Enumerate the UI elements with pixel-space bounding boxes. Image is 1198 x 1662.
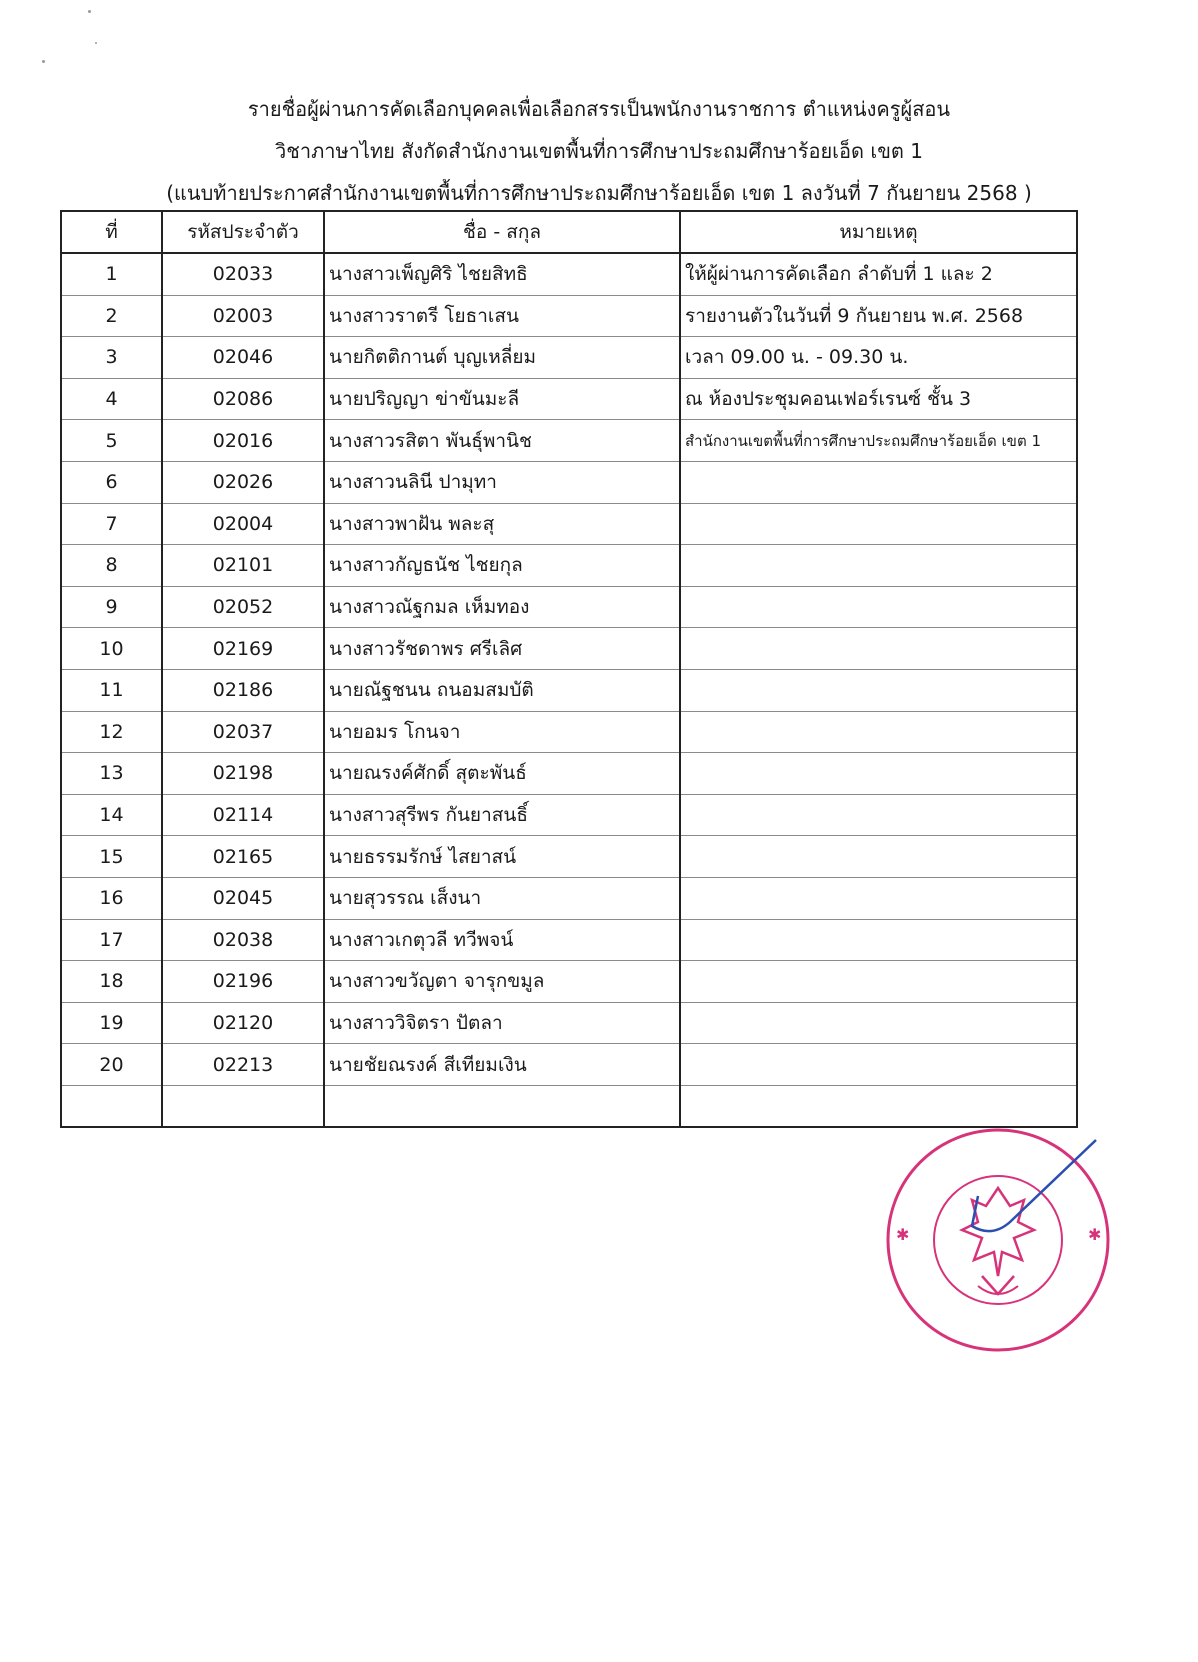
table-row [61, 420, 1077, 462]
cell-name: นายณัฐชนน ถนอมสมบัติ [324, 669, 680, 711]
seal-star-icon: ✱ [896, 1225, 910, 1244]
cell-code: 02186 [162, 669, 324, 711]
cell-no: 18 [61, 961, 162, 1003]
cell-code: 02086 [162, 378, 324, 420]
table-row [61, 545, 1077, 587]
cell-remark [680, 961, 1077, 1003]
seal-outer-ring [888, 1130, 1108, 1350]
table-row [61, 1044, 1077, 1086]
table-row [61, 295, 1077, 337]
cell-name: นายอมร โกนจา [324, 711, 680, 753]
heading-line-2: วิชาภาษาไทย สังกัดสำนักงานเขตพื้นที่การศึกษาประถมศึกษาร้อยเอ็ด เขต 1 [275, 139, 923, 163]
cell-name: นางสาวขวัญตา จารุกขมูล [324, 961, 680, 1003]
header-code: รหัสประจำตัว [162, 211, 324, 253]
cell-remark [680, 503, 1077, 545]
cell-code: 02003 [162, 295, 324, 337]
cell-name: นางสาวเกตุวลี ทวีพจน์ [324, 919, 680, 961]
table-row [61, 669, 1077, 711]
table-body [61, 253, 1077, 1127]
cell-code: 02046 [162, 337, 324, 379]
table-row [61, 586, 1077, 628]
cell-no: 7 [61, 503, 162, 545]
cell-name: นางสาววิจิตรา ปัตลา [324, 1002, 680, 1044]
cell-code: 02037 [162, 711, 324, 753]
cell-code: 02213 [162, 1044, 324, 1086]
cell-remark [680, 919, 1077, 961]
cell-no [61, 1085, 162, 1127]
cell-remark: สำนักงานเขตพื้นที่การศึกษาประถมศึกษาร้อยเอ็ด เขต 1 [680, 420, 1077, 462]
cell-name: นายชัยณรงค์ สีเทียมเงิน [324, 1044, 680, 1086]
table-row [61, 378, 1077, 420]
cell-remark [680, 461, 1077, 503]
cell-code: 02196 [162, 961, 324, 1003]
cell-name: นางสาวณัฐกมล เห็มทอง [324, 586, 680, 628]
table-row [61, 753, 1077, 795]
table-row [61, 503, 1077, 545]
cell-no: 5 [61, 420, 162, 462]
cell-remark [680, 877, 1077, 919]
cell-code [162, 1085, 324, 1127]
garuda-emblem-icon [962, 1188, 1034, 1276]
cell-no: 2 [61, 295, 162, 337]
cell-code: 02114 [162, 794, 324, 836]
cell-no: 12 [61, 711, 162, 753]
cell-no: 6 [61, 461, 162, 503]
signature-mark [972, 1140, 1096, 1231]
cell-no: 19 [61, 1002, 162, 1044]
table-row [61, 711, 1077, 753]
cell-name: นางสาวเพ็ญศิริ ไชยสิทธิ [324, 253, 680, 295]
cell-no: 14 [61, 794, 162, 836]
cell-no: 4 [61, 378, 162, 420]
cell-remark [680, 1002, 1077, 1044]
cell-remark [680, 628, 1077, 670]
table-row [61, 919, 1077, 961]
cell-name: นายสุวรรณ เส็งนา [324, 877, 680, 919]
cell-name: นายณรงค์ศักดิ์ สุตะพันธ์ [324, 753, 680, 795]
cell-code: 02033 [162, 253, 324, 295]
cell-remark [680, 753, 1077, 795]
cell-no: 1 [61, 253, 162, 295]
cell-code: 02165 [162, 836, 324, 878]
seal-inner-ring [934, 1176, 1062, 1304]
cell-remark [680, 794, 1077, 836]
cell-code: 02026 [162, 461, 324, 503]
cell-name: นายปริญญา ข่าขันมะลี [324, 378, 680, 420]
table-header-row [61, 211, 1077, 253]
cell-name: นางสาวรสิตา พันธุ์พานิช [324, 420, 680, 462]
table-row [61, 877, 1077, 919]
header-name: ชื่อ - สกุล [324, 211, 680, 253]
cell-name: นางสาวนลินี ปามุทา [324, 461, 680, 503]
cell-code: 02038 [162, 919, 324, 961]
table-row [61, 1002, 1077, 1044]
cell-name [324, 1085, 680, 1127]
cell-code: 02016 [162, 420, 324, 462]
cell-remark [680, 1044, 1077, 1086]
cell-name: นางสาวพาฝัน พละสุ [324, 503, 680, 545]
table-row [61, 337, 1077, 379]
cell-remark [680, 586, 1077, 628]
cell-no: 11 [61, 669, 162, 711]
cell-no: 15 [61, 836, 162, 878]
header-no: ที่ [61, 211, 162, 253]
cell-code: 02004 [162, 503, 324, 545]
cell-name: นางสาวสุรีพร กันยาสนธิ์ [324, 794, 680, 836]
cell-name: นางสาวกัญธนัช ไชยกุล [324, 545, 680, 587]
cell-remark: รายงานตัวในวันที่ 9 กันยายน พ.ศ. 2568 [680, 295, 1077, 337]
cell-code: 02052 [162, 586, 324, 628]
cell-no: 16 [61, 877, 162, 919]
cell-name: นางสาวรัชดาพร ศรีเลิศ [324, 628, 680, 670]
cell-no: 20 [61, 1044, 162, 1086]
table-row [61, 461, 1077, 503]
cell-code: 02120 [162, 1002, 324, 1044]
cell-remark: เวลา 09.00 น. - 09.30 น. [680, 337, 1077, 379]
scan-speck [88, 10, 91, 13]
table-row [61, 628, 1077, 670]
table-row [61, 253, 1077, 295]
table-row [61, 836, 1077, 878]
cell-no: 9 [61, 586, 162, 628]
document-heading [60, 88, 1138, 214]
cell-remark [680, 545, 1077, 587]
heading-line-3: (แนบท้ายประกาศสำนักงานเขตพื้นที่การศึกษาประถมศึกษาร้อยเอ็ด เขต 1 ลงวันที่ 7 กันยายน 2568 ) [166, 181, 1032, 205]
cell-name: นางสาวราตรี โยธาเสน [324, 295, 680, 337]
header-remark: หมายเหตุ [680, 211, 1077, 253]
candidate-table [60, 210, 1078, 1128]
cell-no: 3 [61, 337, 162, 379]
table-row [61, 961, 1077, 1003]
cell-no: 17 [61, 919, 162, 961]
official-seal-stamp [882, 1126, 1114, 1354]
scan-speck [42, 60, 45, 63]
cell-remark [680, 1085, 1077, 1127]
cell-no: 13 [61, 753, 162, 795]
cell-no: 8 [61, 545, 162, 587]
cell-code: 02169 [162, 628, 324, 670]
table-row [61, 794, 1077, 836]
cell-remark: ให้ผู้ผ่านการคัดเลือก ลำดับที่ 1 และ 2 [680, 253, 1077, 295]
heading-line-1: รายชื่อผู้ผ่านการคัดเลือกบุคคลเพื่อเลือกสรรเป็นพนักงานราชการ ตำแหน่งครูผู้สอน [247, 97, 951, 121]
cell-remark [680, 669, 1077, 711]
cell-remark [680, 711, 1077, 753]
scan-speck [95, 42, 97, 44]
cell-code: 02198 [162, 753, 324, 795]
seal-star-icon: ✱ [1088, 1225, 1102, 1244]
cell-code: 02101 [162, 545, 324, 587]
cell-remark: ณ ห้องประชุมคอนเฟอร์เรนซ์ ชั้น 3 [680, 378, 1077, 420]
cell-name: นายกิตติกานต์ บุญเหลี่ยม [324, 337, 680, 379]
cell-name: นายธรรมรักษ์ ไสยาสน์ [324, 836, 680, 878]
cell-code: 02045 [162, 877, 324, 919]
cell-no: 10 [61, 628, 162, 670]
table-row [61, 1085, 1077, 1127]
cell-remark [680, 836, 1077, 878]
